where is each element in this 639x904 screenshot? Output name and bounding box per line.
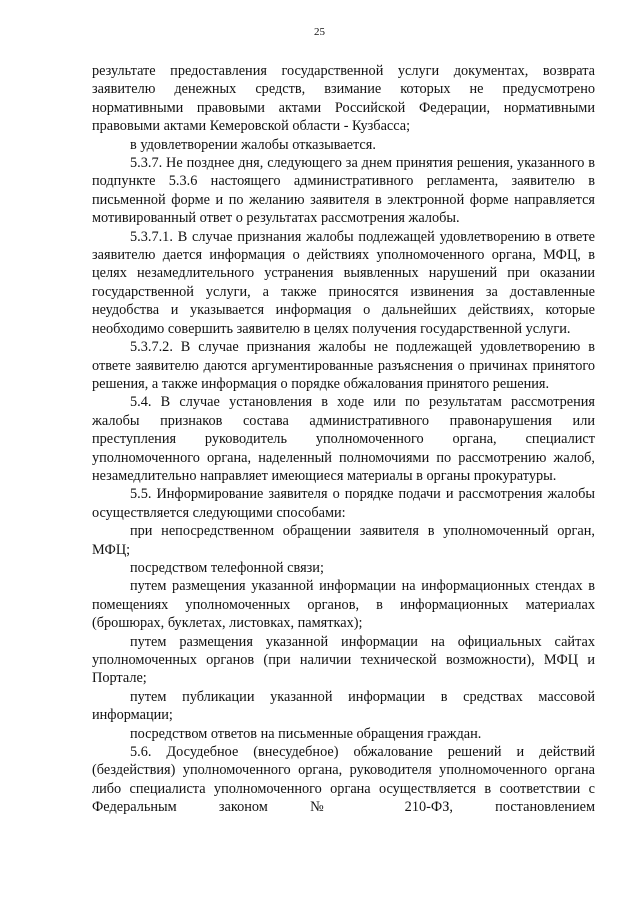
list-item-direct-appeal: при непосредственном обращении заявителя в уполномоченный орган, МФЦ; [92,523,595,558]
list-item-phone: посредством телефонной связи; [130,559,324,576]
list-item-written-replies: посредством ответов на письменные обращения граждан. [130,725,482,742]
list-item-websites: путем размещения указанной информации на официальных сайтах уполномоченных органов (при наличии технической возможности), МФЦ и Портале; [92,633,595,687]
paragraph-5-3-7: 5.3.7. Не позднее дня, следующего за днем принятия решения, указанного в подпункте 5.3.6 настоящего административного регламента, заявителю в письменной форме и по желанию заявителя в электронной форме направляется мотивированный ответ о результатах рассмотрения жалобы. [92,155,595,227]
paragraph-5-5: 5.5. Информирование заявителя о порядке подачи и рассмотрения жалобы осуществляется следующими способами: [92,486,595,521]
paragraph-5-3-7-2: 5.3.7.2. В случае признания жалобы не подлежащей удовлетворению в ответе заявителю даются аргументированные разъяснения о причинах принятого решения, а также информация о порядке обжалования принятого решения. [92,339,595,392]
page-body [92,62,595,817]
paragraph-5-3-7-1: 5.3.7.1. В случае признания жалобы подлежащей удовлетворению в ответе заявителю дается информация о действиях уполномоченного органа, МФЦ, в целях незамедлительного устранения выявленных нарушений при оказании государственной услуги, а также приносятся извинения за доставленные неудобства и указывается информация о дальнейших действиях, которые необходимо совершить заявителю в целях получения государственной услуги. [92,228,595,337]
paragraph-5-4: 5.4. В случае установления в ходе или по результатам рассмотрения жалобы признаков состава административного правонарушения или преступления руководитель уполномоченного органа, специалист уполномоченного органа, наделенный полномочиями по рассмотрению жалоб, незамедлительно направляет имеющиеся материалы в органы прокуратуры. [92,394,595,484]
paragraph-continuation: результате предоставления государственной услуги документах, возврата заявителю денежных средств, взимание которых не предусмотрено нормативными правовыми актами Российской Федерации, нормативными правовыми актами Кемеровской области - Кузбасса; [92,63,595,135]
page-number: 25 [314,26,325,38]
list-item-media: путем публикации указанной информации в средствах массовой информации; [92,688,595,724]
list-item-stands: путем размещения указанной информации на информационных стендах в помещениях уполномоченных органов, в информационных материалах (брошюрах, буклетах, листовках, памятках); [92,578,595,632]
paragraph-5-6: 5.6. Досудебное (внесудебное) обжалование решений и действий (бездействия) уполномоченного органа, руководителя уполномоченного органа либо специалиста уполномоченного органа осуществляется в соответствии с Федеральным законом № 210-ФЗ, постановлением [92,744,595,816]
paragraph-refusal: в удовлетворении жалобы отказывается. [130,136,376,153]
